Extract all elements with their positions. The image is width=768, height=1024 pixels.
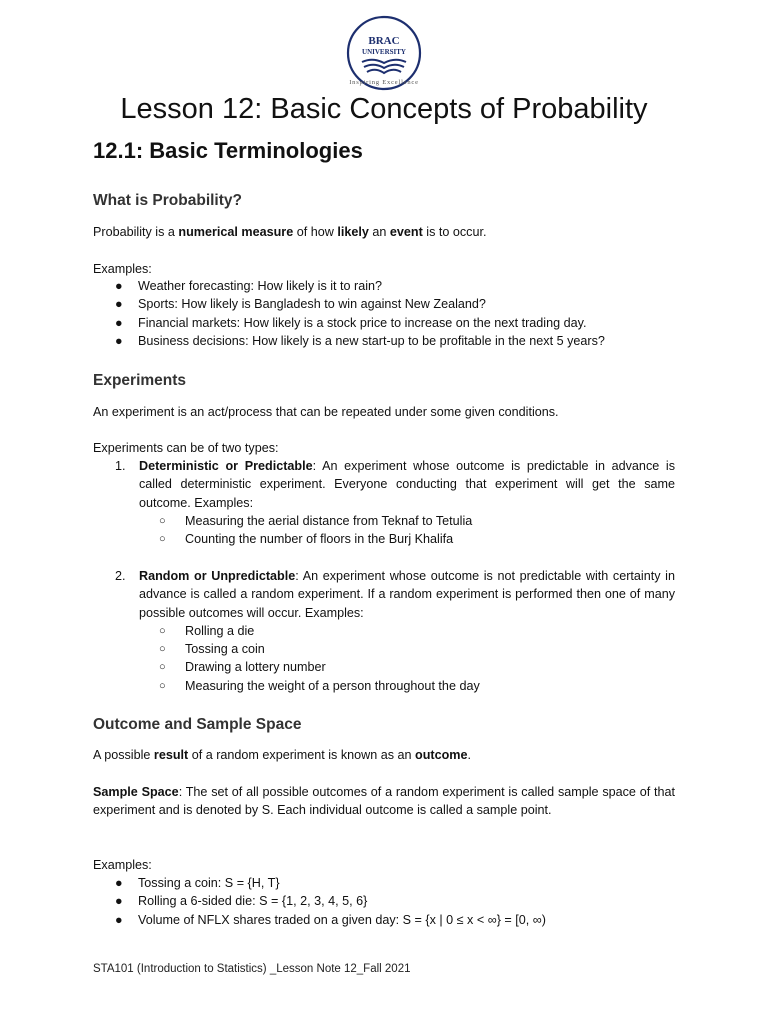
examples-label: Examples: bbox=[93, 858, 152, 872]
heading-outcome-sample-space: Outcome and Sample Space bbox=[93, 716, 302, 733]
section-title: 12.1: Basic Terminologies bbox=[93, 138, 363, 163]
heading-experiments: Experiments bbox=[93, 372, 187, 389]
outcome-definition: A possible result of a random experiment is known as an outcome. bbox=[93, 748, 472, 762]
types-label: Experiments can be of two types: bbox=[93, 441, 279, 455]
list-item: ○ Counting the number of floors in the Burj Khalifa bbox=[159, 532, 454, 547]
random-examples-list bbox=[93, 622, 675, 695]
logo-line2: UNIVERSITY bbox=[362, 48, 406, 56]
heading-what-is-probability: What is Probability? bbox=[93, 192, 242, 209]
deterministic-examples-list bbox=[93, 512, 675, 549]
list-item: ● Sports: How likely is Bangladesh to win against New Zealand? bbox=[115, 297, 486, 312]
page-footer: STA101 (Introduction to Statistics) _Lesson Note 12_Fall 2021 bbox=[93, 963, 411, 975]
logo-line1: BRAC bbox=[368, 35, 400, 47]
list-item: ● Volume of NFLX shares traded on a given day: S = {x | 0 ≤ x < ∞} = [0, ∞) bbox=[115, 912, 546, 927]
list-item: ○ Measuring the weight of a person throughout the day bbox=[159, 678, 480, 693]
probability-examples-list bbox=[93, 277, 693, 350]
list-item: ○ Drawing a lottery number bbox=[159, 660, 326, 675]
list-item: ○ Rolling a die bbox=[159, 623, 255, 638]
sample-space-definition: Sample Space: The set of all possible outcomes of a random experiment is called sample space of that experiment and is denoted by S. Each individual outcome is called a sample point. bbox=[93, 785, 675, 818]
random-item: 2. Random or Unpredictable: An experiment whose outcome is not predictable with certainty in advance is called a random experiment. If a random experiment is performed then one of many possible outcomes will occur. Examples: ○ Rolling a die ○ Tossing a coin ○ Drawing a lottery number ○ Measuring the weight of a person throughout the day bbox=[93, 567, 675, 695]
list-item: ● Business decisions: How likely is a new start-up to be profitable in the next 5 years? bbox=[115, 333, 605, 348]
experiment-definition: An experiment is an act/process that can be repeated under some given conditions. bbox=[93, 405, 559, 419]
examples-label: Examples: bbox=[93, 262, 152, 276]
list-item: ○ Tossing a coin bbox=[159, 642, 265, 657]
lesson-title: Lesson 12: Basic Concepts of Probability bbox=[120, 93, 648, 125]
probability-definition: Probability is a numerical measure of how likely an event is to occur. bbox=[93, 225, 487, 239]
list-item: ● Weather forecasting: How likely is it to rain? bbox=[115, 279, 383, 293]
deterministic-item: 1. Deterministic or Predictable: An experiment whose outcome is predictable in advance is called deterministic experiment. Everyone conducting that experiment will get the same outcome. Examples: ○ Measuring the aerial distance from Teknaf to Tetulia ○ Counting the number of floors in the Burj Khalifa bbox=[93, 457, 675, 548]
logo-tagline: Inspiring Excellence bbox=[349, 79, 419, 86]
list-item: ● Rolling a 6-sided die: S = {1, 2, 3, 4, 5, 6} bbox=[115, 894, 368, 909]
list-item: ● Financial markets: How likely is a stock price to increase on the next trading day. bbox=[115, 315, 587, 330]
list-item: ● Tossing a coin: S = {H, T} bbox=[115, 876, 280, 890]
sample-space-examples-list bbox=[93, 874, 693, 929]
list-item: ○ Measuring the aerial distance from Teknaf to Tetulia bbox=[159, 513, 473, 528]
